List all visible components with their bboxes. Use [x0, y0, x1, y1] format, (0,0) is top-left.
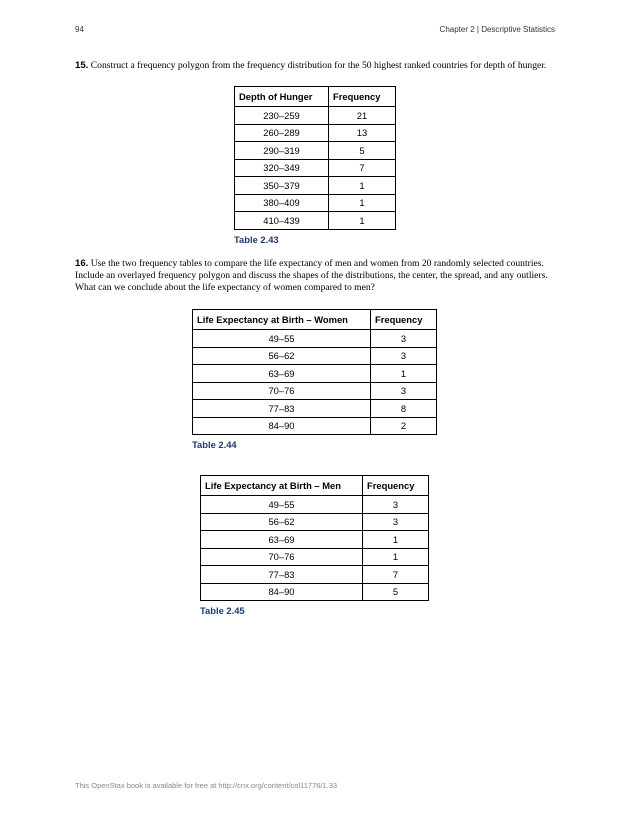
- exercise-number: 15.: [75, 60, 89, 71]
- column-header: Life Expectancy at Birth – Women: [193, 310, 371, 330]
- table-row: [193, 347, 437, 365]
- frequency-cell: 2: [371, 417, 437, 435]
- frequency-cell: 21: [329, 107, 396, 125]
- page-number: 94: [75, 25, 84, 34]
- frequency-cell: 3: [371, 382, 437, 400]
- table-row: [201, 531, 429, 549]
- table-row: [193, 417, 437, 435]
- interval-cell: 260–289: [235, 124, 329, 142]
- frequency-cell: 3: [363, 496, 429, 514]
- table-caption: Table 2.44: [192, 439, 237, 450]
- column-header: Frequency: [371, 310, 437, 330]
- table-row: [235, 159, 396, 177]
- frequency-cell: 1: [329, 177, 396, 195]
- exercise-text: Construct a frequency polygon from the frequency distribution for the 50 highest ranked countries for depth of hunger.: [90, 60, 547, 71]
- table-row: [235, 124, 396, 142]
- interval-cell: 410–439: [235, 212, 329, 230]
- table-row: [193, 400, 437, 418]
- frequency-cell: 7: [363, 566, 429, 584]
- table-row: [201, 496, 429, 514]
- frequency-cell: 13: [329, 124, 396, 142]
- interval-cell: 70–76: [201, 548, 363, 566]
- interval-cell: 290–319: [235, 142, 329, 160]
- table-2-44: [192, 309, 437, 435]
- table-row: [235, 177, 396, 195]
- interval-cell: 56–62: [201, 513, 363, 531]
- table-row: [201, 548, 429, 566]
- table-row: [193, 365, 437, 383]
- table-2-43: [234, 86, 396, 230]
- interval-cell: 84–90: [201, 583, 363, 601]
- table-row: [235, 194, 396, 212]
- frequency-cell: 3: [371, 347, 437, 365]
- interval-cell: 56–62: [193, 347, 371, 365]
- interval-cell: 49–55: [201, 496, 363, 514]
- interval-cell: 230–259: [235, 107, 329, 125]
- interval-cell: 84–90: [193, 417, 371, 435]
- exercise-text: Use the two frequency tables to compare the life expectancy of men and women from 20 randomly selected countries. Include an overlayed frequency polygon and discuss the shapes of the distributions, the center, the spread, and any outliers. What can we conclude about the life expectancy of women compared to men?: [75, 258, 548, 293]
- frequency-cell: 1: [371, 365, 437, 383]
- interval-cell: 350–379: [235, 177, 329, 195]
- table-row: [235, 107, 396, 125]
- footer-text: This OpenStax book is available for free at http://cnx.org/content/col11776/1.33: [75, 781, 338, 790]
- interval-cell: 320–349: [235, 159, 329, 177]
- frequency-cell: 1: [329, 212, 396, 230]
- exercise-number: 16.: [75, 258, 89, 269]
- table-row: [201, 513, 429, 531]
- interval-cell: 77–83: [193, 400, 371, 418]
- table-caption: Table 2.43: [234, 234, 279, 245]
- frequency-cell: 8: [371, 400, 437, 418]
- table-2-45: [200, 475, 429, 601]
- frequency-cell: 3: [363, 513, 429, 531]
- interval-cell: 63–69: [201, 531, 363, 549]
- frequency-cell: 3: [371, 330, 437, 348]
- frequency-cell: 7: [329, 159, 396, 177]
- exercise-16: [75, 258, 560, 294]
- column-header: Life Expectancy at Birth – Men: [201, 476, 363, 496]
- interval-cell: 77–83: [201, 566, 363, 584]
- column-header: Depth of Hunger: [235, 87, 329, 107]
- interval-cell: 70–76: [193, 382, 371, 400]
- frequency-cell: 1: [363, 531, 429, 549]
- interval-cell: 380–409: [235, 194, 329, 212]
- frequency-cell: 5: [329, 142, 396, 160]
- table-header-row: [201, 476, 429, 496]
- table-row: [201, 566, 429, 584]
- column-header: Frequency: [363, 476, 429, 496]
- column-header: Frequency: [329, 87, 396, 107]
- exercise-15: [75, 60, 560, 72]
- table-row: [235, 142, 396, 160]
- table-caption: Table 2.45: [200, 605, 245, 616]
- frequency-cell: 1: [329, 194, 396, 212]
- table-header-row: [193, 310, 437, 330]
- table-row: [193, 382, 437, 400]
- chapter-title: Chapter 2 | Descriptive Statistics: [439, 25, 555, 34]
- table-row: [201, 583, 429, 601]
- frequency-cell: 5: [363, 583, 429, 601]
- table-header-row: [235, 87, 396, 107]
- table-row: [193, 330, 437, 348]
- interval-cell: 49–55: [193, 330, 371, 348]
- interval-cell: 63–69: [193, 365, 371, 383]
- table-row: [235, 212, 396, 230]
- frequency-cell: 1: [363, 548, 429, 566]
